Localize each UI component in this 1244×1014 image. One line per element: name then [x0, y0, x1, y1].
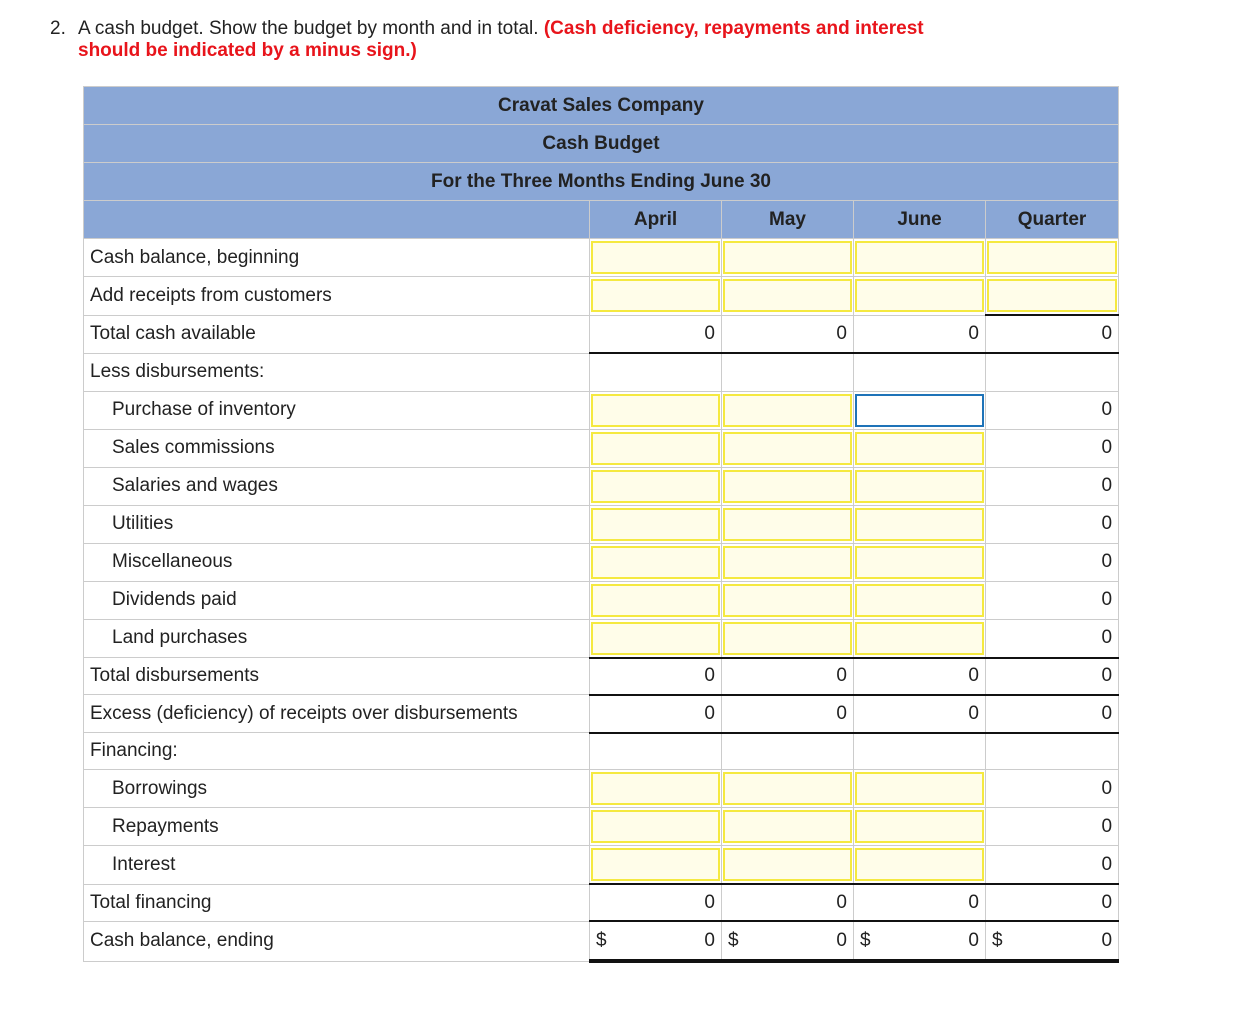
- land-april-input[interactable]: [591, 622, 720, 655]
- table-row: [84, 658, 1119, 695]
- utilities-may-input[interactable]: [723, 508, 852, 541]
- total-available-april: 0: [590, 315, 722, 353]
- cash-begin-june-input[interactable]: [855, 241, 984, 274]
- repayments-june-input[interactable]: [855, 810, 984, 843]
- currency-symbol: $: [728, 929, 739, 951]
- column-header-april: April: [590, 201, 722, 239]
- row-label: Utilities: [84, 505, 590, 543]
- land-june-input[interactable]: [855, 622, 984, 655]
- total-disb-may: 0: [722, 658, 854, 695]
- purchase-june-input[interactable]: [855, 394, 984, 427]
- question-prompt: A cash budget. Show the budget by month and in total.: [78, 18, 539, 39]
- dividends-april-input[interactable]: [591, 584, 720, 617]
- row-label: Miscellaneous: [84, 543, 590, 581]
- land-may-input[interactable]: [723, 622, 852, 655]
- repayments-may-input[interactable]: [723, 810, 852, 843]
- currency-symbol: $: [992, 929, 1003, 951]
- dividends-may-input[interactable]: [723, 584, 852, 617]
- row-label: Interest: [84, 846, 590, 885]
- budget-period: For the Three Months Ending June 30: [84, 163, 1119, 201]
- misc-may-input[interactable]: [723, 546, 852, 579]
- excess-april: 0: [590, 695, 722, 733]
- excess-may: 0: [722, 695, 854, 733]
- dividends-june-input[interactable]: [855, 584, 984, 617]
- row-label: Cash balance, beginning: [84, 239, 590, 277]
- excess-quarter: 0: [986, 695, 1119, 733]
- cash-end-june: 0: [968, 929, 979, 951]
- company-name: Cravat Sales Company: [84, 87, 1119, 125]
- interest-april-input[interactable]: [591, 848, 720, 881]
- table-row: [84, 353, 1119, 391]
- currency-symbol: $: [596, 929, 607, 951]
- commissions-quarter: 0: [986, 429, 1119, 467]
- interest-june-input[interactable]: [855, 848, 984, 881]
- salaries-april-input[interactable]: [591, 470, 720, 503]
- row-label: Total cash available: [84, 315, 590, 353]
- column-header-june: June: [854, 201, 986, 239]
- receipts-june-input[interactable]: [855, 279, 984, 312]
- table-row: [84, 505, 1119, 543]
- table-row: [84, 429, 1119, 467]
- salaries-quarter: 0: [986, 467, 1119, 505]
- row-label: Total financing: [84, 884, 590, 921]
- table-row: [84, 808, 1119, 846]
- table-row: [84, 581, 1119, 619]
- table-row: [84, 277, 1119, 316]
- purchase-april-input[interactable]: [591, 394, 720, 427]
- row-label: Borrowings: [84, 770, 590, 808]
- repayments-quarter: 0: [986, 808, 1119, 846]
- total-disb-april: 0: [590, 658, 722, 695]
- row-label: Total disbursements: [84, 658, 590, 695]
- currency-symbol: $: [860, 929, 871, 951]
- receipts-may-input[interactable]: [723, 279, 852, 312]
- row-label: Salaries and wages: [84, 467, 590, 505]
- table-row: [84, 315, 1119, 353]
- total-available-quarter: 0: [986, 315, 1119, 353]
- cash-budget-table: [83, 86, 1119, 963]
- cash-end-april: 0: [704, 929, 715, 951]
- row-label: Land purchases: [84, 619, 590, 658]
- column-header-quarter: Quarter: [986, 201, 1119, 239]
- interest-may-input[interactable]: [723, 848, 852, 881]
- cash-end-quarter: 0: [1101, 929, 1113, 951]
- misc-june-input[interactable]: [855, 546, 984, 579]
- table-row: [84, 846, 1119, 885]
- row-label: Less disbursements:: [84, 353, 590, 391]
- commissions-may-input[interactable]: [723, 432, 852, 465]
- total-fin-april: 0: [590, 884, 722, 921]
- row-label: Cash balance, ending: [84, 921, 590, 961]
- salaries-may-input[interactable]: [723, 470, 852, 503]
- table-row: [84, 543, 1119, 581]
- table-row: [84, 467, 1119, 505]
- row-label: Add receipts from customers: [84, 277, 590, 316]
- cash-begin-may-input[interactable]: [723, 241, 852, 274]
- row-label: Purchase of inventory: [84, 391, 590, 429]
- row-label: Repayments: [84, 808, 590, 846]
- salaries-june-input[interactable]: [855, 470, 984, 503]
- table-row: [84, 239, 1119, 277]
- purchase-quarter: 0: [986, 391, 1119, 429]
- row-label: Dividends paid: [84, 581, 590, 619]
- cash-end-may: 0: [836, 929, 847, 951]
- misc-quarter: 0: [986, 543, 1119, 581]
- borrowings-june-input[interactable]: [855, 772, 984, 805]
- total-available-may: 0: [722, 315, 854, 353]
- utilities-april-input[interactable]: [591, 508, 720, 541]
- borrowings-quarter: 0: [986, 770, 1119, 808]
- total-fin-june: 0: [854, 884, 986, 921]
- total-disb-june: 0: [854, 658, 986, 695]
- question-text: [50, 18, 1050, 62]
- table-row: [84, 619, 1119, 658]
- utilities-quarter: 0: [986, 505, 1119, 543]
- receipts-quarter-input[interactable]: [987, 279, 1117, 312]
- header-blank: [84, 201, 590, 239]
- purchase-may-input[interactable]: [723, 394, 852, 427]
- question-instruction-2: should be indicated by a minus sign.): [78, 40, 417, 61]
- total-disb-quarter: 0: [986, 658, 1119, 695]
- table-row: [84, 884, 1119, 921]
- column-header-may: May: [722, 201, 854, 239]
- misc-april-input[interactable]: [591, 546, 720, 579]
- borrowings-april-input[interactable]: [591, 772, 720, 805]
- land-quarter: 0: [986, 619, 1119, 658]
- receipts-april-input[interactable]: [591, 279, 720, 312]
- budget-title: Cash Budget: [84, 125, 1119, 163]
- total-fin-may: 0: [722, 884, 854, 921]
- cash-begin-april-input[interactable]: [591, 241, 720, 274]
- table-row: [84, 695, 1119, 733]
- commissions-april-input[interactable]: [591, 432, 720, 465]
- table-row: [84, 733, 1119, 770]
- interest-quarter: 0: [986, 846, 1119, 885]
- commissions-june-input[interactable]: [855, 432, 984, 465]
- table-row: [84, 921, 1119, 961]
- row-label: Sales commissions: [84, 429, 590, 467]
- question-instruction-1: (Cash deficiency, repayments and interest: [543, 18, 924, 39]
- cash-begin-quarter-input[interactable]: [987, 241, 1117, 274]
- total-available-june: 0: [854, 315, 986, 353]
- table-row: [84, 770, 1119, 808]
- table-row: [84, 391, 1119, 429]
- utilities-june-input[interactable]: [855, 508, 984, 541]
- excess-june: 0: [854, 695, 986, 733]
- question-number: 2.: [50, 18, 66, 39]
- repayments-april-input[interactable]: [591, 810, 720, 843]
- row-label: Excess (deficiency) of receipts over disbursements: [84, 695, 590, 733]
- dividends-quarter: 0: [986, 581, 1119, 619]
- total-fin-quarter: 0: [986, 884, 1119, 921]
- row-label: Financing:: [84, 733, 590, 770]
- borrowings-may-input[interactable]: [723, 772, 852, 805]
